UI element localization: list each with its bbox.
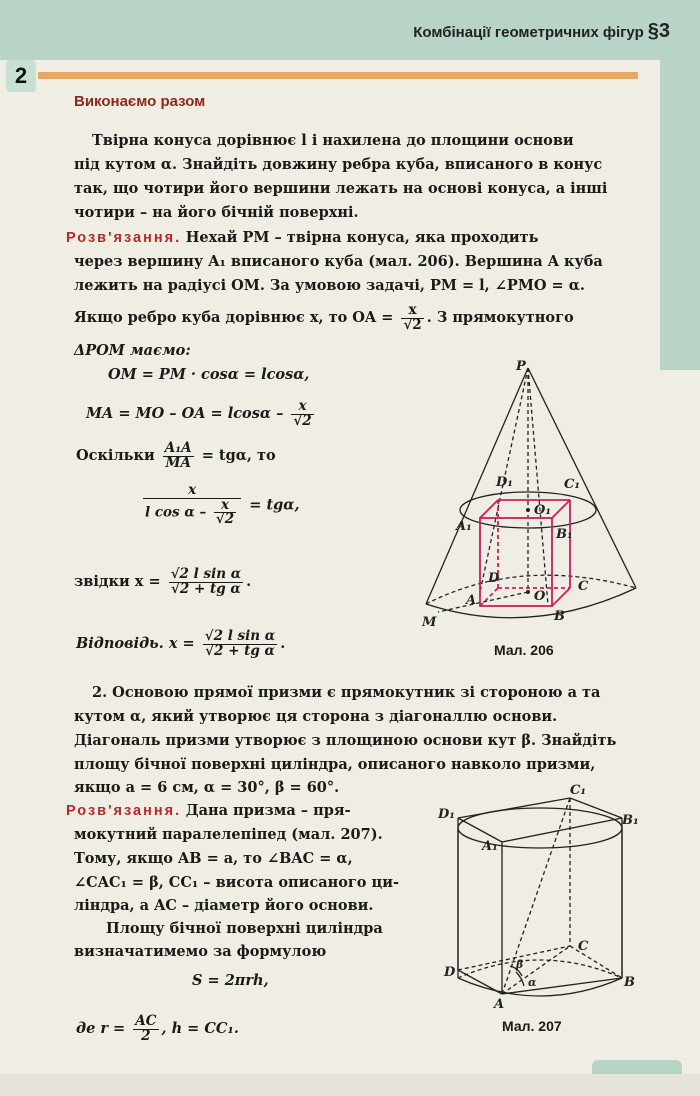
formula-om: OM = PM · cosα = lcosα, (108, 366, 310, 383)
fraction-ac-2 (133, 1015, 158, 1043)
frac-den: MA (165, 454, 191, 471)
bottom-strip (0, 1074, 700, 1096)
label-o1: O₁ (534, 503, 552, 518)
frac-num: x (401, 304, 423, 319)
p1-sol-4a: Якщо ребро куба дорівнює x, то OA = (74, 309, 394, 326)
p1-line-3: так, що чотири його вершини лежать на основі конуса, а інші (74, 180, 608, 197)
label-a: A (494, 997, 505, 1012)
answer-line: Відповідь. x = $\frac{\text{√2 l sin α}}{\text{√2 + tg α}}$ . (76, 628, 286, 659)
label-c: C (578, 579, 589, 594)
fraction-a1a-ma (163, 442, 194, 470)
p2-line-1: 2. Основою прямої призми є прямокутник зі стороною a та (92, 684, 601, 701)
label-d1: D₁ (438, 807, 455, 822)
frac-den: √2 (403, 316, 422, 333)
p1-sol-2: через вершину A₁ вписаного куба (мал. 206). Вершина A куба (74, 253, 603, 270)
frac-den (143, 496, 241, 527)
caption-207: Мал. 207 (502, 1018, 562, 1034)
frac-num: √2 l sin α (170, 566, 242, 582)
formula-complex (140, 484, 300, 527)
cone-base-back (426, 575, 636, 604)
label-b: B (554, 609, 565, 624)
cube-edge (552, 500, 570, 518)
cube-hidden-edge (480, 588, 498, 606)
label-a1: A₁ (482, 839, 498, 854)
formula-oskilky (76, 442, 276, 470)
frac-num: x (291, 400, 313, 415)
answer-label: Відповідь. (76, 635, 164, 652)
p2-line-4: площу бічної поверхні циліндра, описаного навколо призми, (74, 756, 596, 773)
p1-line-4: чотири – на його бічній поверхні. (74, 204, 359, 221)
header-title: Комбінації геометричних фігур (413, 24, 644, 41)
p2-sol-3: Тому, якщо AB = a, то ∠BAC = α, (74, 850, 353, 867)
p2-solution-line (66, 804, 351, 819)
zvidky-text: звідки x = (74, 573, 161, 590)
running-header (413, 20, 670, 43)
r-post: , h = CC₁. (161, 1020, 239, 1037)
fraction-answer (169, 568, 243, 596)
p1-solution-line (66, 231, 539, 246)
side-band (660, 40, 700, 370)
p1-sol-4b: . З прямокутного (426, 309, 574, 326)
cube-edge (480, 500, 498, 518)
angle-alpha-arc (516, 972, 524, 986)
oskilky-text: Оскільки (76, 447, 155, 464)
fraction-complex (143, 484, 241, 527)
fraction-answer-2 (203, 630, 277, 658)
inner-frac (214, 496, 236, 527)
label-d: D (488, 571, 500, 586)
p2-sol-7: визначатимемо за формулою (74, 943, 327, 960)
label-c1: C₁ (570, 783, 587, 798)
formula-zvidky: звідки x = $\frac{\text{√2 l sin α}}{\text{√2 + tg α}}$ . (74, 566, 252, 597)
edge-ad (458, 970, 502, 994)
section-title: Виконаємо разом (74, 93, 206, 110)
frac-den: √2 + tg α (205, 642, 275, 659)
prism-top-edge (570, 798, 622, 818)
eq-tg-text: = tgα, (249, 496, 300, 514)
fraction-x-sqrt2 (401, 304, 423, 332)
label-d1: D₁ (496, 475, 513, 490)
question-badge: 2 (6, 60, 36, 92)
p2-line-3: Діагональ призми утворює з площиною основи кут β. Знайдіть (74, 732, 617, 749)
solution-label: Розв'язання. (66, 230, 182, 246)
p2-sol-5: ліндра, а AC – діаметр його основи. (74, 897, 374, 914)
fraction-ma (291, 400, 313, 428)
figure-cylinder-prism (436, 782, 648, 1012)
label-b1: B₁ (622, 813, 639, 828)
formula-r (76, 1015, 239, 1043)
radius-om (438, 592, 528, 612)
label-b1: B₁ (556, 527, 573, 542)
point-o (526, 590, 530, 594)
p2-sol-1: Дана призма – пря- (185, 802, 351, 819)
label-b: B (624, 975, 635, 990)
p2-sol-4: ∠CAC₁ = β, CC₁ – висота описаного ци- (74, 874, 399, 891)
p1-line-1: Твірна конуса дорівнює l і нахилена до площини основи (92, 132, 574, 149)
frac-num: √2 l sin α (204, 628, 276, 644)
frac-den: √2 (293, 412, 312, 429)
point-o1 (526, 508, 530, 512)
frac-den: √2 + tg α (171, 580, 241, 597)
figure-cone-cube (410, 360, 650, 660)
label-a1: A₁ (456, 519, 472, 534)
label-p: P (516, 360, 526, 374)
frac-den: √2 (215, 511, 235, 527)
label-alpha: α (528, 976, 537, 989)
section-number: §3 (647, 20, 670, 42)
diagonal-ac1 (502, 798, 570, 994)
page-tab (592, 1060, 682, 1074)
cylinder-bottom-back (458, 960, 622, 978)
p2-line-2: кутом α, який утворює ця сторона з діагоналлю основи. (74, 708, 558, 725)
label-c: C (578, 939, 589, 954)
cone-generatrix-right (528, 368, 636, 588)
orange-rule (38, 72, 638, 79)
cube-edge (552, 588, 570, 606)
frac-num: AC (135, 1013, 157, 1029)
label-beta: β (516, 958, 524, 971)
lcos-text: l cos α – (145, 504, 207, 520)
formula-s: S = 2πrh, (192, 972, 269, 989)
tg-to-text: = tgα, то (201, 447, 276, 464)
label-d: D (444, 965, 456, 980)
ma-text: MA = MO – OA = lcosα – (86, 405, 284, 422)
p1-sol-5: ΔPOM маємо: (74, 342, 191, 359)
frac-num: x (214, 499, 236, 514)
p1-sol-3: лежить на радіусі OM. За умовою задачі, PM = l, ∠PMO = α. (74, 277, 585, 294)
frac-num: x (143, 484, 241, 499)
p1-sol-1: Нехай PM – твірна конуса, яка проходить (185, 229, 539, 246)
label-c1: C₁ (564, 477, 581, 492)
formula-ma (86, 400, 317, 428)
label-a: A (466, 593, 477, 608)
p1-sol-4 (74, 304, 574, 332)
caption-206: Мал. 206 (494, 642, 554, 658)
edge-ab (502, 978, 622, 994)
answer-x: x = (168, 635, 195, 652)
label-o: O (534, 589, 546, 604)
r-pre: де r = (76, 1020, 126, 1037)
cone-base-front (426, 588, 636, 618)
frac-num: A₁A (164, 440, 192, 456)
label-m: M (422, 615, 437, 630)
p1-line-2: під кутом α. Знайдіть довжину ребра куба, вписаного в конус (74, 156, 603, 173)
p2-sol-2: мокутний паралелепіпед (мал. 207). (74, 826, 383, 843)
p2-line-5: якщо a = 6 см, α = 30°, β = 60°. (74, 779, 340, 796)
frac-den: 2 (141, 1027, 151, 1044)
p2-sol-6: Площу бічної поверхні циліндра (106, 920, 383, 937)
solution-label: Розв'язання. (66, 803, 182, 819)
